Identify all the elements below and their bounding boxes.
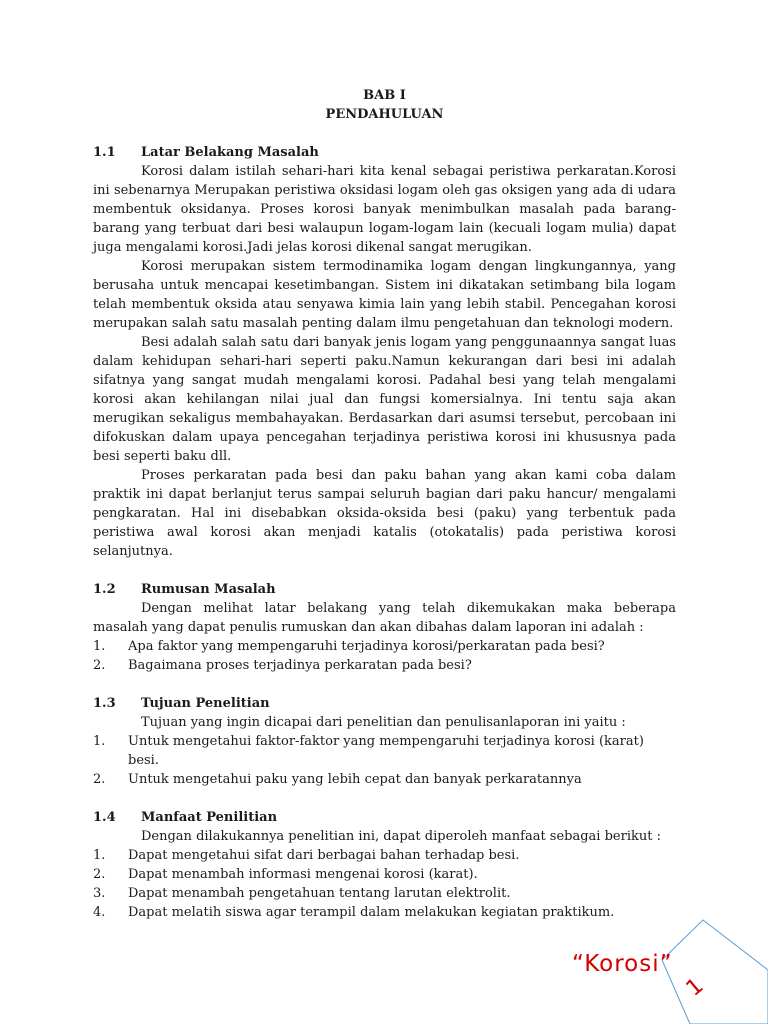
paragraph: Korosi dalam istilah sehari-hari kita kenal sebagai peristiwa perkaratan.Korosi ini sebenarnya Merupakan peristiwa oksidasi logam oleh gas oksigen yang ada di udara membentuk oksidanya. Proses korosi banyak menimbulkan masalah pada barang-barang yang terbuat dari besi walaupun logam-logam lain (kecuali logam mulia) dapat juga mengalami korosi.Jadi jelas korosi dikenal sangat merugikan. — [93, 164, 676, 255]
chapter-title: PENDAHULUAN — [325, 107, 444, 122]
document-page — [93, 0, 676, 922]
section-heading-1-2 — [93, 580, 676, 599]
list-item: 3. Dapat menambah pengetahuan tentang larutan elektrolit. — [93, 886, 511, 901]
list-item: 4. Dapat melatih siswa agar terampil dalam melakukan kegiatan praktikum. — [93, 905, 615, 920]
section-heading-1-1 — [93, 143, 676, 162]
section-number: 1.4 — [93, 810, 116, 825]
section-number: 1.3 — [93, 696, 116, 711]
numbered-list — [93, 846, 676, 922]
list-item: 1. Untuk mengetahui faktor-faktor yang mempengaruhi terjadinya korosi (karat) besi. — [93, 734, 644, 768]
list-item: 2. Untuk mengetahui paku yang lebih cepat dan banyak perkaratannya — [93, 772, 582, 787]
chapter-number: BAB I — [363, 88, 406, 103]
section-title: Rumusan Masalah — [141, 582, 276, 597]
section-title: Tujuan Penelitian — [141, 696, 270, 711]
footer-label: “Korosi” — [572, 951, 673, 977]
section-number: 1.2 — [93, 582, 116, 597]
list-item: 2. Dapat menambah informasi mengenai korosi (karat). — [93, 867, 478, 882]
section-number: 1.1 — [93, 145, 116, 160]
paragraph: Dengan melihat latar belakang yang telah dikemukakan maka beberapa masalah yang dapat penulis rumuskan dan akan dibahas dalam laporan ini adalah : — [93, 601, 676, 635]
list-item: 2. Bagaimana proses terjadinya perkaratan pada besi? — [93, 658, 472, 673]
paragraph: Besi adalah salah satu dari banyak jenis logam yang penggunaannya sangat luas dalam kehidupan sehari-hari seperti paku.Namun kekurangan dari besi ini adalah sifatnya yang sangat mudah mengalami korosi. Padahal besi yang telah mengalami korosi akan kehilangan nilai jual dan fungsi komersialnya. Ini tentu saja akan merugikan sekaligus membahayakan. Berdasarkan dari asumsi tersebut, percobaan ini difokuskan dalam upaya pencegahan terjadinya peristiwa korosi ini khususnya pada besi seperti baku dll. — [93, 335, 676, 464]
section-heading-1-3 — [93, 694, 676, 713]
list-item: 1. Apa faktor yang mempengaruhi terjadinya korosi/perkaratan pada besi? — [93, 639, 605, 654]
paragraph: Dengan dilakukannya penelitian ini, dapat diperoleh manfaat sebagai berikut : — [141, 829, 661, 844]
section-title: Manfaat Penilitian — [141, 810, 278, 825]
list-item: 1. Dapat mengetahui sifat dari berbagai bahan terhadap besi. — [93, 848, 520, 863]
numbered-list — [93, 637, 676, 675]
page-number: 1 — [681, 973, 709, 1002]
numbered-list — [93, 732, 676, 789]
section-title: Latar Belakang Masalah — [141, 145, 319, 160]
paragraph: Korosi merupakan sistem termodinamika logam dengan lingkungannya, yang berusaha untuk mencapai kesetimbangan. Sistem ini dikatakan setimbang bila logam telah membentuk oksida atau senyawa kimia lain yang lebih stabil. Pencegahan korosi merupakan salah satu masalah penting dalam ilmu pengetahuan dan teknologi modern. — [93, 259, 676, 331]
paragraph: Tujuan yang ingin dicapai dari penelitian dan penulisanlaporan ini yaitu : — [141, 715, 626, 730]
section-heading-1-4 — [93, 808, 676, 827]
paragraph: Proses perkaratan pada besi dan paku bahan yang akan kami coba dalam praktik ini dapat berlanjut terus sampai seluruh bagian dari paku hancur/ mengalami pengkaratan. Hal ini disebabkan oksida-oksida besi (paku) yang terbentuk pada peristiwa awal korosi akan menjadi katalis (otokatalis) pada peristiwa korosi selanjutnya. — [93, 468, 676, 559]
